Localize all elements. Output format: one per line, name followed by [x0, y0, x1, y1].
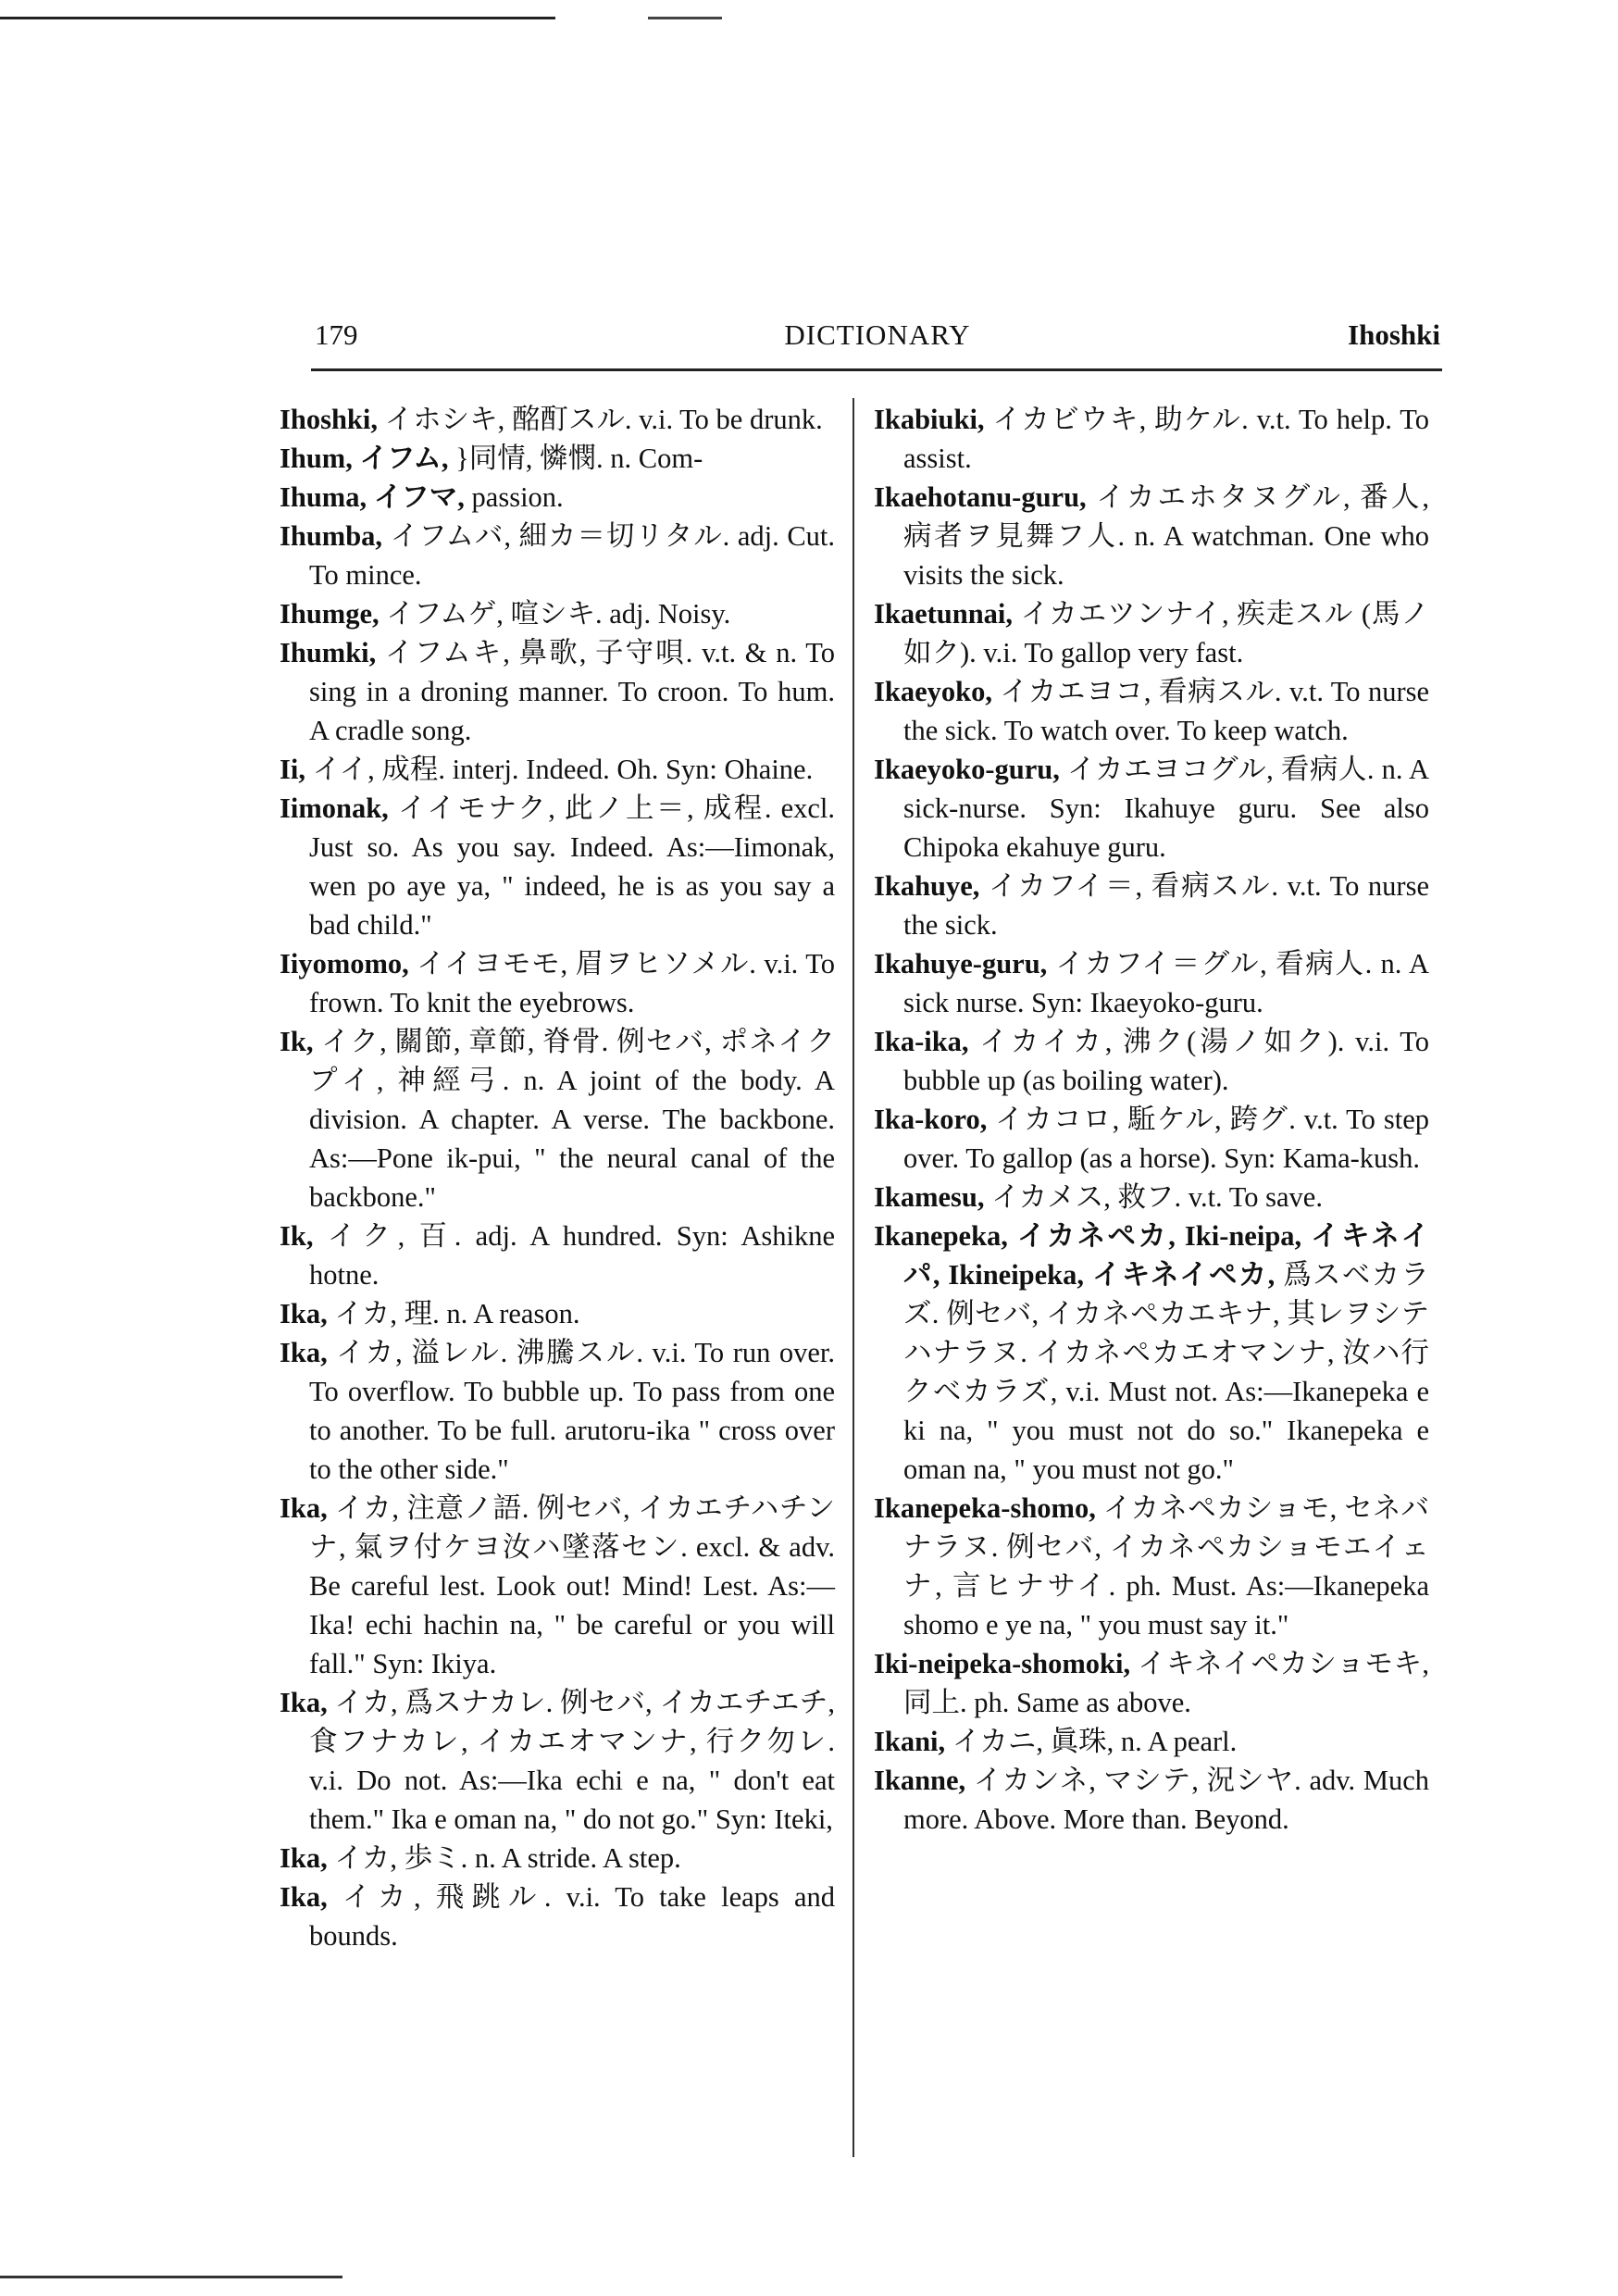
- dictionary-entry: [280, 594, 835, 633]
- dictionary-entry: [280, 400, 835, 439]
- dictionary-entry: [874, 594, 1429, 672]
- headword: Ika,: [280, 1298, 328, 1329]
- headword: Ik,: [280, 1026, 314, 1057]
- dictionary-entry: [280, 1878, 835, 1955]
- headword: Ikamesu,: [874, 1181, 985, 1213]
- dictionary-entry: [874, 1644, 1429, 1722]
- definition: イイモナク, 此ノ上＝, 成程. excl. Just so. As you say. Indeed. As:—Iimonak, wen po aye ya, " indeed, he is as you say a bad child.": [309, 792, 835, 941]
- headword: Ika,: [280, 1337, 328, 1368]
- definition: イカビウキ, 助ケル. v.t. To help. To assist.: [903, 404, 1429, 474]
- definition: イカエツンナイ, 疾走スル (馬ノ如ク). v.i. To gallop very fast.: [903, 598, 1430, 668]
- dictionary-entry: [874, 944, 1429, 1022]
- definition: 爲スベカラズ. 例セバ, イカネペカエキナ, 其レヲシテハナラヌ. イカネペカエオマンナ, 汝ハ行クベカラズ, v.i. Must not. As:—Ikanepeka e ki na, " you must not do so." Ikanepeka e oman na, " you must not go.": [903, 1259, 1430, 1485]
- headword: Iimonak,: [280, 792, 389, 824]
- headword: Ihumba,: [280, 520, 383, 552]
- definition: イフムゲ, 喧シキ. adj. Noisy.: [386, 598, 731, 630]
- headword: Ika-koro,: [874, 1104, 988, 1135]
- running-title: DICTIONARY: [784, 318, 971, 351]
- definition: イカ, 歩ミ. n. A stride. A step.: [334, 1842, 681, 1874]
- dictionary-entry: [874, 1489, 1429, 1644]
- definition: イカ, 理. n. A reason.: [334, 1298, 580, 1329]
- header-rule: [311, 368, 1442, 371]
- dictionary-entry: [280, 1022, 835, 1217]
- dictionary-entry: [874, 400, 1429, 478]
- headword: Ihum, イフム,: [280, 443, 449, 474]
- headword: Ikahuye-guru,: [874, 948, 1048, 980]
- dictionary-entry: [280, 1489, 835, 1683]
- definition: イカニ, 眞珠, n. A pearl.: [952, 1726, 1238, 1757]
- dictionary-entry: [280, 1217, 835, 1294]
- definition: イカエヨコグル, 看病人. n. A sick-nurse. Syn: Ikahuye guru. See also Chipoka ekahuye guru.: [903, 754, 1430, 863]
- headword: Ikahuye,: [874, 870, 980, 902]
- definition: イイヨモモ, 眉ヲヒソメル. v.i. To frown. To knit the eyebrows.: [309, 948, 835, 1018]
- headword: Iiyomomo,: [280, 948, 409, 980]
- headword: Ikanne,: [874, 1765, 966, 1796]
- definition: イカンネ, マシテ, 況シヤ. adv. Much more. Above. More than. Beyond.: [903, 1765, 1430, 1835]
- dictionary-entry: [874, 1100, 1429, 1178]
- definition: イキネイペカショモキ, 同上. ph. Same as above.: [903, 1648, 1429, 1718]
- dictionary-entry: [874, 478, 1429, 594]
- definition: イカ, 飛跳ル. v.i. To take leaps and bounds.: [309, 1881, 835, 1952]
- left-column: [280, 400, 835, 1955]
- definition: イカ, 爲スナカレ. 例セバ, イカエチエチ, 食フナカレ, イカエオマンナ, 行ク勿レ. v.i. Do not. As:—Ika echi e na, " don't eat them." Ika e oman na, " do not go." Syn: Iteki,: [309, 1687, 836, 1835]
- dictionary-entry: [874, 672, 1429, 750]
- definition: イカフイ＝, 看病スル. v.t. To nurse the sick.: [903, 870, 1429, 941]
- definition: イホシキ, 酩酊スル. v.i. To be drunk.: [384, 404, 823, 435]
- bottom-edge-rule: [0, 2276, 342, 2278]
- headword: Ihumki,: [280, 637, 377, 668]
- headword: Ikaetunnai,: [874, 598, 1014, 630]
- dictionary-entry: [280, 439, 835, 478]
- right-column: [874, 400, 1429, 1839]
- dictionary-entry: [874, 1722, 1429, 1761]
- page-number: 179: [315, 318, 358, 351]
- headword: Ikani,: [874, 1726, 946, 1757]
- dictionary-entry: [874, 1217, 1429, 1489]
- dictionary-entry: [280, 750, 835, 789]
- definition: イカネペカショモ, セネバナラヌ. 例セバ, イカネペカショモエイェナ, 言ヒナサイ. ph. Must. As:—Ikanepeka shomo e ye na, " you must say it.": [903, 1492, 1430, 1641]
- dictionary-entry: [874, 867, 1429, 944]
- headword: Ika-ika,: [874, 1026, 969, 1057]
- definition: イカエホタヌグル, 番人, 病者ヲ見舞フ人. n. A watchman. One who visits the sick.: [903, 481, 1430, 591]
- headword: Ika,: [280, 1687, 328, 1718]
- dictionary-entry: [280, 478, 835, 517]
- dictionary-entry: [874, 750, 1429, 867]
- headword: Ika,: [280, 1881, 328, 1913]
- headword: Ikaehotanu-guru,: [874, 481, 1087, 513]
- definition: イカ, 注意ノ語. 例セバ, イカエチハチンナ, 氣ヲ付ケヨ汝ハ墜落セン. excl. & adv. Be careful lest. Look out! Mind! Lest. As:—Ika! echi hachin na, " be careful or you will fall." Syn: Ikiya.: [309, 1492, 835, 1679]
- headword: Ik,: [280, 1220, 314, 1252]
- headword: Ihoshki,: [280, 404, 378, 435]
- headword: Ikabiuki,: [874, 404, 985, 435]
- dictionary-entry: [280, 517, 835, 594]
- headword: Ihuma, イフマ,: [280, 481, 465, 513]
- dictionary-entry: [874, 1022, 1429, 1100]
- column-divider: [853, 398, 854, 2157]
- headword: Iki-neipeka-shomoki,: [874, 1648, 1131, 1679]
- headword: Ika,: [280, 1842, 328, 1874]
- headword: Ikaeyoko,: [874, 676, 992, 707]
- headword: Ikaeyoko-guru,: [874, 754, 1060, 785]
- dictionary-entry: [280, 633, 835, 750]
- page-header: [315, 315, 1440, 356]
- definition: passion.: [471, 481, 564, 513]
- definition: イカコロ, 駈ケル, 跨グ. v.t. To step over. To gallop (as a horse). Syn: Kama-kush.: [903, 1104, 1429, 1174]
- definition: イフムキ, 鼻歌, 子守唄. v.t. & n. To sing in a droning manner. To croon. To hum. A cradle song.: [309, 637, 835, 746]
- definition: イカ, 溢レル. 沸騰スル. v.i. To run over. To overflow. To bubble up. To pass from one to another. To be full. arutoru-ika " cross over to the other side.": [309, 1337, 835, 1485]
- definition: イイ, 成程. interj. Indeed. Oh. Syn: Ohaine.: [312, 754, 814, 785]
- headword: Ikanepeka, イカネペカ, Iki-neipa, イキネイパ, Ikineipeka, イキネイペカ,: [874, 1220, 1429, 1291]
- guide-word: Ihoshki: [1348, 318, 1440, 351]
- definition: イク, 關節, 章節, 脊骨. 例セバ, ポネイクプイ, 神經弓. n. A joint of the body. A division. A chapter. A verse. The backbone. As:—Pone ik-pui, " the neural canal of the backbone.": [309, 1026, 836, 1213]
- top-edge-rule: [0, 17, 1618, 19]
- headword: Ihumge,: [280, 598, 380, 630]
- dictionary-entry: [280, 1683, 835, 1839]
- dictionary-entry: [280, 1294, 835, 1333]
- dictionary-entry: [280, 1839, 835, 1878]
- dictionary-entry: [280, 789, 835, 944]
- definition: イク, 百. adj. A hundred. Syn: Ashikne hotne.: [309, 1220, 835, 1291]
- headword: Ika,: [280, 1492, 328, 1524]
- definition: イフムバ, 細カ＝切リタル. adj. Cut. To mince.: [309, 520, 836, 591]
- definition: }同情, 憐憫. n. Com-: [455, 443, 703, 474]
- dictionary-entry: [280, 1333, 835, 1489]
- dictionary-entry: [874, 1178, 1429, 1217]
- dictionary-entry: [874, 1761, 1429, 1839]
- headword: Ikanepeka-shomo,: [874, 1492, 1096, 1524]
- definition: イカエヨコ, 看病スル. v.t. To nurse the sick. To watch over. To keep watch.: [903, 676, 1430, 746]
- definition: イカメス, 救フ. v.t. To save.: [991, 1181, 1323, 1213]
- definition: イカフイ＝グル, 看病人. n. A sick nurse. Syn: Ikaeyoko-guru.: [903, 948, 1429, 1018]
- headword: Ii,: [280, 754, 305, 785]
- definition: イカイカ, 沸ク(湯ノ如ク). v.i. To bubble up (as boiling water).: [903, 1026, 1429, 1096]
- dictionary-entry: [280, 944, 835, 1022]
